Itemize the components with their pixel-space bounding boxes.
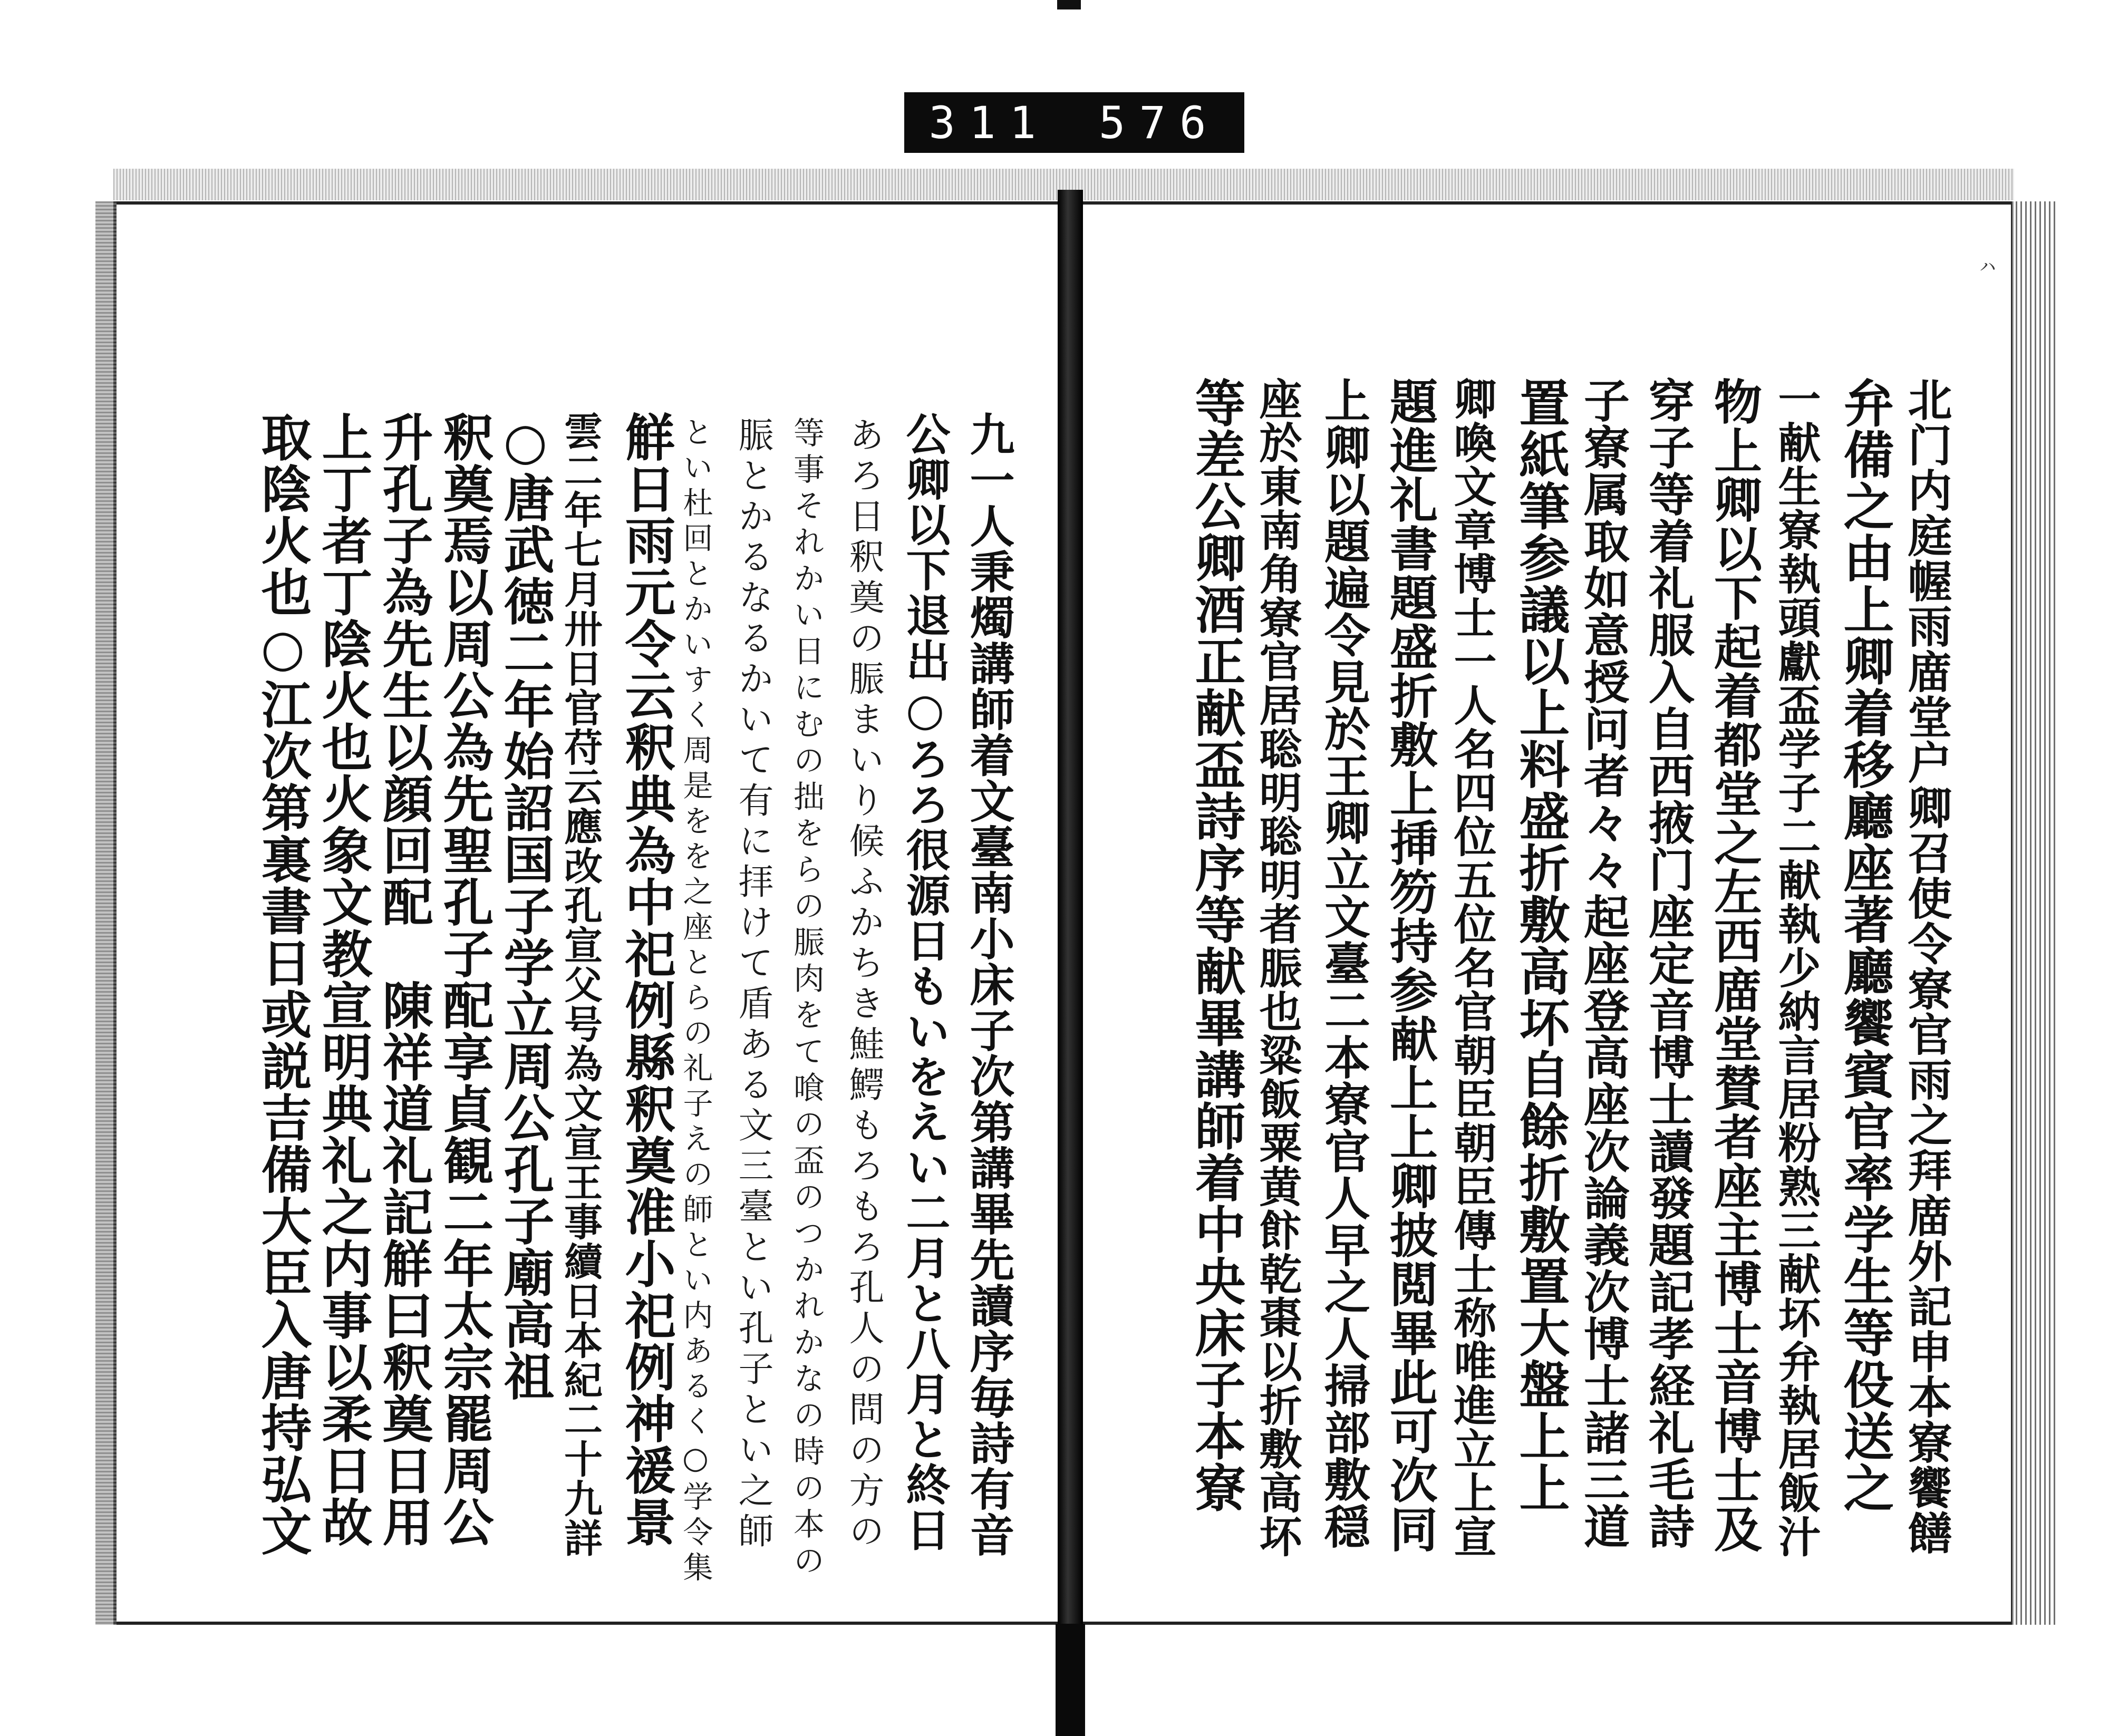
right-column-5: 穿子等着礼服入自西掖门座定音博士讀發題記孝経礼毛詩 — [1641, 377, 1695, 1550]
plate-number-right: 576 — [1098, 96, 1220, 149]
right-column-8: 卿喚文章博士一人名四位五位名官朝臣朝臣傳士称唯進立上宣 — [1447, 377, 1497, 1558]
left-column-11: 升孔子為先生以顔回配 陳祥道礼記觧曰釈奠日用 — [374, 411, 434, 1548]
left-column-2: 公卿以下退出○ろろ很源日もいをえい二月と八月と終日 — [899, 411, 951, 1553]
left-column-8: 雲二年七月卅日官苻云應改孔宣父号為文宣王事續日本紀二十九詳 — [557, 411, 603, 1558]
left-column-4: 等事それかい日にむの拙をらの脤肉をて喰の盃のつかれかなの時の本の — [788, 416, 825, 1580]
left-column-1: 九一人秉燭講師着文臺南小床子次第講畢先讀序毎詩有音 — [962, 411, 1015, 1558]
left-column-3: あろ日釈奠の脤まいり候ふかちき鮭鰐もろもろ孔人の問の方の — [844, 416, 885, 1553]
page-corner-mark: ㇵ — [1977, 253, 1998, 277]
left-column-7: 觧日雨元令云釈典為中祀例縣釈奠准小祀例神禐景 — [617, 411, 676, 1548]
top-edge-mark — [1057, 0, 1081, 9]
right-column-12: 等差公卿酒正献盃詩序等献畢講師着中央床子本寮 — [1187, 377, 1246, 1514]
right-column-2: 弁備之由上卿着移廳座著廳饗賓官率学生等伇送之 — [1835, 377, 1895, 1514]
right-column-4: 物上卿以下起着都堂之左西庿堂賛者座主博士音博士及 — [1706, 377, 1762, 1554]
right-column-9: 題進礼書題盛折敷上挿笏持参献上上卿披閲畢此可次同 — [1382, 377, 1438, 1554]
left-column-5: 脤とかるなるかいて有に拝けて盾ある文三臺とい孔子とい之師 — [733, 416, 774, 1553]
right-column-6: 子寮属取如意授问者々々起座登高座次論義次博士諸三道 — [1576, 377, 1630, 1550]
right-column-7: 置紙筆参議以上料盛折敷高坏自餘折敷置大盤上上 — [1511, 377, 1571, 1514]
right-column-11: 座於東南角寮官居聡明聡明者脤也粱飯粟黄飰乾棗以折敷高坏 — [1252, 377, 1302, 1558]
left-column-9: ○唐武徳二年始詔国子学立周公孔子廟高祖 — [496, 411, 555, 1402]
book-spine-bottom — [1056, 1624, 1085, 1736]
left-column-13: 取陰火也○江次第裏書日或説吉備大臣入唐持弘文 — [253, 411, 313, 1557]
left-column-10: 釈奠焉以周公為先聖孔子配享貞観二年太宗罷周公 — [435, 411, 495, 1548]
right-column-1: 北门内庭幄雨庿堂户卿召使令寮官雨之拜庿外記申本寮饗饍 — [1901, 377, 1953, 1556]
plate-number-left: 311 — [928, 96, 1050, 149]
right-column-10: 上卿以題遍令見於王卿立文臺二本寮官人早之人掃部敷穏 — [1317, 377, 1371, 1550]
page-number-plate — [904, 92, 1244, 153]
left-column-12: 上丁者丁陰火也火象文教宣明典礼之内事以柔日故 — [314, 411, 373, 1548]
left-column-6: とい杜回とかいすく周是をを之座とらの礼子えの師とい内あるく○学令集 — [678, 416, 713, 1587]
book-spine — [1058, 190, 1083, 1736]
right-column-3: 一献生寮執頭獻盃学子二献執少納言居粉熟三献坏弁執居飯汁 — [1771, 377, 1821, 1558]
